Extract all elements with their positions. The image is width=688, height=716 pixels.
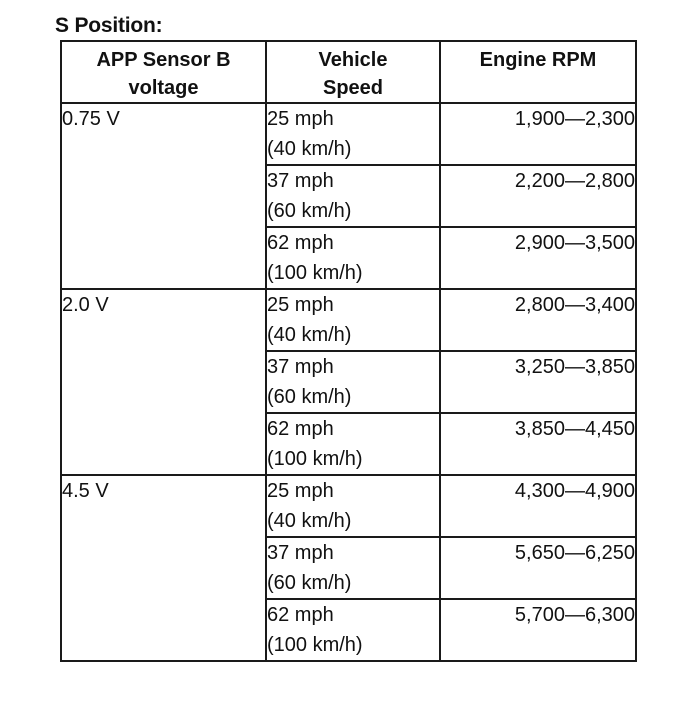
voltage-cell: 2.0 V — [61, 289, 266, 475]
page-title: S Position: — [55, 14, 163, 37]
speed-cell — [266, 599, 440, 661]
speed-cell — [266, 537, 440, 599]
rpm-cell: 2,900—3,500 — [440, 227, 636, 289]
table-row — [61, 103, 636, 165]
table-row — [61, 289, 636, 351]
speed-cell — [266, 289, 440, 351]
speed-kmh: (100 km/h) — [267, 262, 363, 284]
speed-kmh: (40 km/h) — [267, 510, 352, 532]
speed-kmh: (60 km/h) — [267, 200, 352, 222]
rpm-spec-table — [60, 40, 637, 662]
rpm-cell: 4,300—4,900 — [440, 475, 636, 537]
speed-mph: 62 mph — [267, 604, 334, 626]
header-speed — [266, 41, 440, 103]
header-voltage-line1: APP Sensor B — [96, 49, 231, 71]
speed-mph: 25 mph — [267, 294, 334, 316]
speed-cell — [266, 475, 440, 537]
speed-kmh: (60 km/h) — [267, 386, 352, 408]
speed-mph: 37 mph — [267, 170, 334, 192]
rpm-cell: 5,650—6,250 — [440, 537, 636, 599]
speed-mph: 25 mph — [267, 108, 334, 130]
speed-cell — [266, 413, 440, 475]
rpm-cell: 3,250—3,850 — [440, 351, 636, 413]
voltage-cell: 4.5 V — [61, 475, 266, 661]
header-rpm-label: Engine RPM — [479, 49, 597, 71]
speed-mph: 62 mph — [267, 232, 334, 254]
speed-kmh: (100 km/h) — [267, 448, 363, 470]
header-voltage-line2: voltage — [128, 77, 199, 99]
header-speed-line2: Speed — [322, 77, 384, 99]
speed-kmh: (100 km/h) — [267, 634, 363, 656]
speed-kmh: (40 km/h) — [267, 138, 352, 160]
rpm-cell: 2,200—2,800 — [440, 165, 636, 227]
rpm-cell: 2,800—3,400 — [440, 289, 636, 351]
table-row — [61, 475, 636, 537]
speed-mph: 25 mph — [267, 480, 334, 502]
header-voltage — [61, 41, 266, 103]
speed-cell — [266, 103, 440, 165]
speed-mph: 37 mph — [267, 356, 334, 378]
speed-cell — [266, 165, 440, 227]
speed-mph: 62 mph — [267, 418, 334, 440]
speed-mph: 37 mph — [267, 542, 334, 564]
rpm-cell: 5,700—6,300 — [440, 599, 636, 661]
rpm-cell: 1,900—2,300 — [440, 103, 636, 165]
speed-kmh: (60 km/h) — [267, 572, 352, 594]
voltage-cell: 0.75 V — [61, 103, 266, 289]
header-row — [61, 41, 636, 103]
header-speed-line1: Vehicle — [318, 49, 388, 71]
rpm-cell: 3,850—4,450 — [440, 413, 636, 475]
header-rpm — [440, 41, 636, 103]
speed-cell — [266, 227, 440, 289]
speed-cell — [266, 351, 440, 413]
speed-kmh: (40 km/h) — [267, 324, 352, 346]
